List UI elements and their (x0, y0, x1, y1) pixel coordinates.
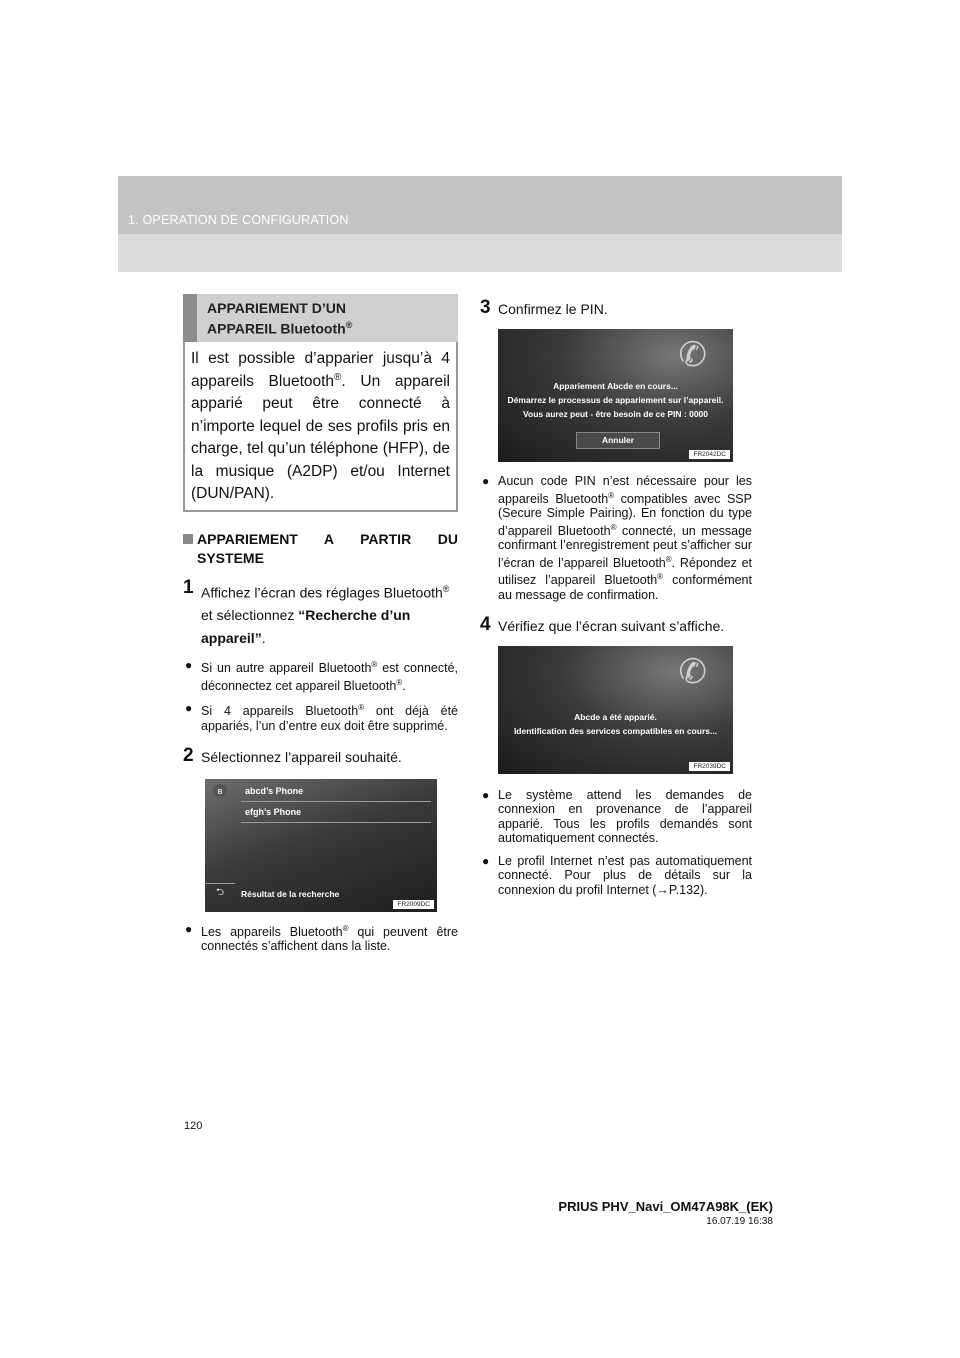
list-footer-label: Résultat de la recherche (241, 888, 340, 899)
bullet-icon: ● (482, 787, 490, 802)
back-icon: ⮌ (205, 883, 235, 902)
paired-line-1: Abcde a été apparié. (574, 711, 657, 722)
phone-icon: ✆ (678, 336, 707, 374)
right-column (480, 294, 752, 897)
bullet-icon: ● (185, 658, 193, 673)
paired-screenshot (498, 646, 733, 774)
page-number: 120 (184, 1120, 203, 1132)
paired-line-2: Identification des services compatibles en cours... (513, 725, 718, 736)
pin-line-1: Appariement Abcde en cours... (553, 381, 678, 391)
bullet-icon: ● (482, 474, 490, 488)
step-2: 2 Sélectionnez l’appareil souhaité. (183, 744, 402, 766)
bullet-icon: ● (185, 921, 193, 936)
device-list-item: abcd’s Phone (241, 781, 431, 802)
step-3-note-1: ● Aucun code PIN n’est nécessaire pour les appareils Bluetooth® compatibles avec SSP (Secure Simple Pairing). En fonction du type d’appareil Bluetooth® connecté, un message confirmant l’enregistrement peut s’afficher sur l’écran de l’appareil Bluetooth®. Répondez et utilisez l’appareil Bluetooth® conformément au message de confirmation. (482, 474, 753, 603)
cancel-button[interactable]: Annuler (576, 432, 660, 449)
bullet-icon: ● (482, 853, 490, 868)
subsection-heading: APPARIEMENT A PARTIR DU SYSTEME (183, 530, 458, 568)
figure-code: FR2039DC (689, 762, 730, 771)
figure-code: FR2009DC (393, 900, 434, 909)
step-1-note-1: ● Si un autre appareil Bluetooth® est connecté, déconnectez cet appareil Bluetooth®. (185, 658, 458, 693)
document-code: PRIUS PHV_Navi_OM47A98K_(EK) (558, 1199, 773, 1214)
left-column (183, 294, 458, 954)
pin-line-3: Vous aurez peut - être besoin de ce PIN : 0000 (522, 409, 708, 419)
step-4-note-2: ● Le profil Internet n’est pas automatiquement connecté. Pour plus de détails sur la connexion du profil Internet (→P.132). (482, 853, 752, 897)
bullet-icon: ● (185, 701, 193, 716)
section-heading (183, 294, 458, 342)
step-1: 1 Affichez l’écran des réglages Bluetooth® et sélectionnez “Recherche d’un appareil”. (183, 576, 450, 647)
header-top-bar (118, 176, 842, 234)
device-list-item: efgh’s Phone (241, 802, 431, 823)
chapter-title: 1. OPERATION DE CONFIGURATION (128, 213, 349, 227)
figure-code: FR2042DC (689, 450, 730, 459)
device-list-screenshot (205, 779, 437, 912)
print-date: 16.07.19 16:38 (706, 1216, 773, 1227)
intro-box: Il est possible d’apparier jusqu’à 4 appareils Bluetooth®. Un appareil apparié peut être connecté à n’importe lequel de ses profils pris en charge, tel qu’un téléphone (HFP), de la musique (A2DP) et/ou Internet (DUN/PAN). (183, 342, 458, 512)
section-heading-bar (183, 294, 197, 342)
step-1-note-2: ● Si 4 appareils Bluetooth® ont déjà été appariés, l’un d’entre eux doit être supprimé. (185, 701, 458, 734)
step-3: 3 Confirmez le PIN. (480, 297, 608, 318)
header-band (118, 176, 842, 272)
bluetooth-icon: ʙ (213, 784, 227, 798)
step-2-note-1: ● Les appareils Bluetooth® qui peuvent être connectés s’affichent dans la liste. (185, 921, 458, 954)
step-4: 4 Vérifiez que l’écran suivant s’affiche. (480, 613, 725, 635)
section-title: APPARIEMENT D’UN APPAREIL Bluetooth® (207, 300, 353, 337)
pin-screenshot (498, 329, 733, 462)
step-4-note-1: ● Le système attend les demandes de connexion en provenance de l’appareil apparié. Tous les profils demandés sont automatiquement connectés. (482, 787, 752, 846)
pin-line-2: Démarrez le processus de appariement sur l’appareil. (507, 395, 724, 405)
phone-icon: ✆ (678, 652, 707, 691)
square-bullet-icon (183, 534, 193, 544)
